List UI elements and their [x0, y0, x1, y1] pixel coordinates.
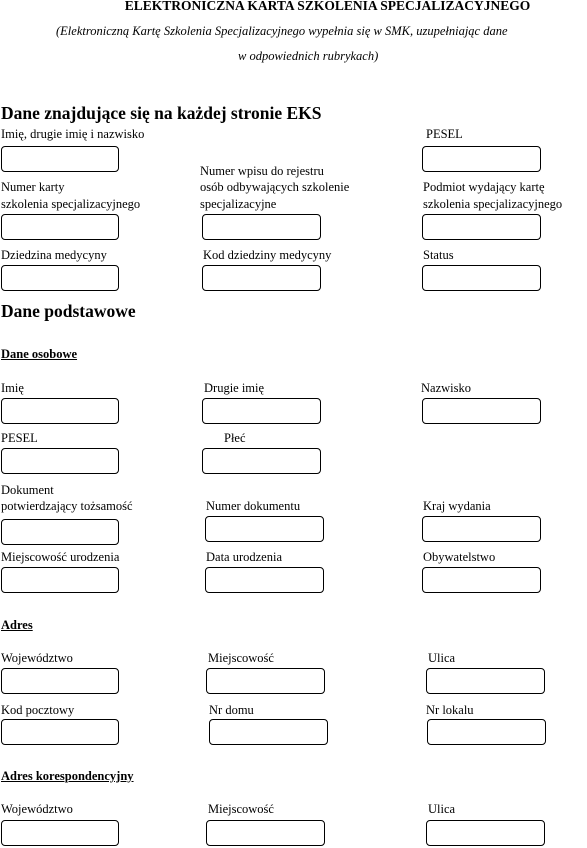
podmiot-field[interactable] [422, 214, 541, 240]
data-urodzenia-field[interactable] [205, 567, 324, 593]
label-imie: Imię [1, 381, 24, 395]
label-dziedzina: Dziedzina medycyny [1, 248, 107, 262]
label-numer-dokumentu: Numer dokumentu [206, 499, 301, 513]
obywatelstwo-field[interactable] [422, 567, 541, 593]
label-miejscowosc-urodzenia: Miejscowość urodzenia [1, 550, 120, 564]
label-data-urodzenia: Data urodzenia [206, 550, 283, 564]
section-heading-eks: Dane znajdujące się na każdej stronie EKS [1, 103, 322, 123]
plec-field[interactable] [202, 448, 321, 474]
label-plec: Płeć [224, 431, 246, 445]
dziedzina-field[interactable] [1, 265, 119, 291]
nr-karty-field[interactable] [1, 214, 119, 240]
koresp-ulica-field[interactable] [426, 820, 545, 846]
label-kraj-wydania: Kraj wydania [423, 499, 491, 513]
label-miejscowosc: Miejscowość [208, 651, 274, 665]
label-nr-wpisu-3: specjalizacyjne [200, 197, 277, 211]
drugie-imie-field[interactable] [202, 398, 321, 424]
label-status: Status [423, 248, 454, 262]
label-nr-lokalu: Nr lokalu [426, 703, 474, 717]
label-podmiot-1: Podmiot wydający kartę [423, 180, 545, 194]
subheading-dane-osobowe: Dane osobowe [1, 347, 78, 361]
nr-wpisu-field[interactable] [202, 214, 321, 240]
label-nr-wpisu-2: osób odbywających szkolenie [200, 180, 350, 194]
kod-dziedziny-field[interactable] [202, 265, 321, 291]
label-koresp-ulica: Ulica [428, 802, 456, 816]
koresp-miejscowosc-field[interactable] [206, 820, 325, 846]
label-dokument-2: potwierdzający tożsamość [1, 499, 133, 513]
label-koresp-miejscowosc: Miejscowość [208, 802, 274, 816]
label-podmiot-2: szkolenia specjalizacyjnego [423, 197, 563, 211]
label-drugie-imie: Drugie imię [204, 381, 265, 395]
koresp-wojewodztwo-field[interactable] [1, 820, 119, 846]
label-nr-domu: Nr domu [209, 703, 254, 717]
subheading-adres: Adres [1, 618, 33, 632]
section-heading-podstawowe: Dane podstawowe [1, 301, 136, 321]
label-pesel-eks: PESEL [426, 127, 463, 141]
label-imie-nazwisko: Imię, drugie imię i nazwisko [1, 127, 145, 141]
imie-nazwisko-field[interactable] [1, 146, 119, 172]
label-nr-karty-2: szkolenia specjalizacyjnego [1, 197, 141, 211]
label-ulica: Ulica [428, 651, 456, 665]
label-obywatelstwo: Obywatelstwo [423, 550, 496, 564]
document-title: ELEKTRONICZNA KARTA SZKOLENIA SPECJALIZACYJNEGO [124, 0, 531, 13]
label-wojewodztwo: Województwo [1, 651, 73, 665]
nazwisko-field[interactable] [422, 398, 541, 424]
label-nr-karty-1: Numer karty [1, 180, 65, 194]
miejscowosc-field[interactable] [206, 668, 325, 694]
kraj-wydania-field[interactable] [422, 516, 541, 542]
label-kod-dziedziny: Kod dziedziny medycyny [203, 248, 332, 262]
label-nazwisko: Nazwisko [421, 381, 471, 395]
label-nr-wpisu-1: Numer wpisu do rejestru [200, 164, 324, 178]
subheading-adres-korespondencyjny: Adres korespondencyjny [1, 769, 134, 783]
pesel-field[interactable] [1, 448, 119, 474]
nr-domu-field[interactable] [209, 719, 328, 745]
ulica-field[interactable] [426, 668, 545, 694]
label-kod-pocztowy: Kod pocztowy [1, 703, 75, 717]
label-dokument-1: Dokument [1, 483, 54, 497]
nr-lokalu-field[interactable] [427, 719, 546, 745]
dokument-field[interactable] [1, 519, 119, 545]
pesel-eks-field[interactable] [422, 146, 541, 172]
kod-pocztowy-field[interactable] [1, 719, 119, 745]
label-pesel: PESEL [1, 431, 38, 445]
subtitle-line-1: (Elektroniczną Kartę Szkolenia Specjalizacyjnego wypełnia się w SMK, uzupełniając dane [56, 24, 508, 38]
label-koresp-wojewodztwo: Województwo [1, 802, 73, 816]
subtitle-line-2: w odpowiednich rubrykach) [238, 49, 379, 63]
miejscowosc-urodzenia-field[interactable] [1, 567, 119, 593]
numer-dokumentu-field[interactable] [205, 516, 324, 542]
status-field[interactable] [422, 265, 541, 291]
imie-field[interactable] [1, 398, 119, 424]
wojewodztwo-field[interactable] [1, 668, 119, 694]
